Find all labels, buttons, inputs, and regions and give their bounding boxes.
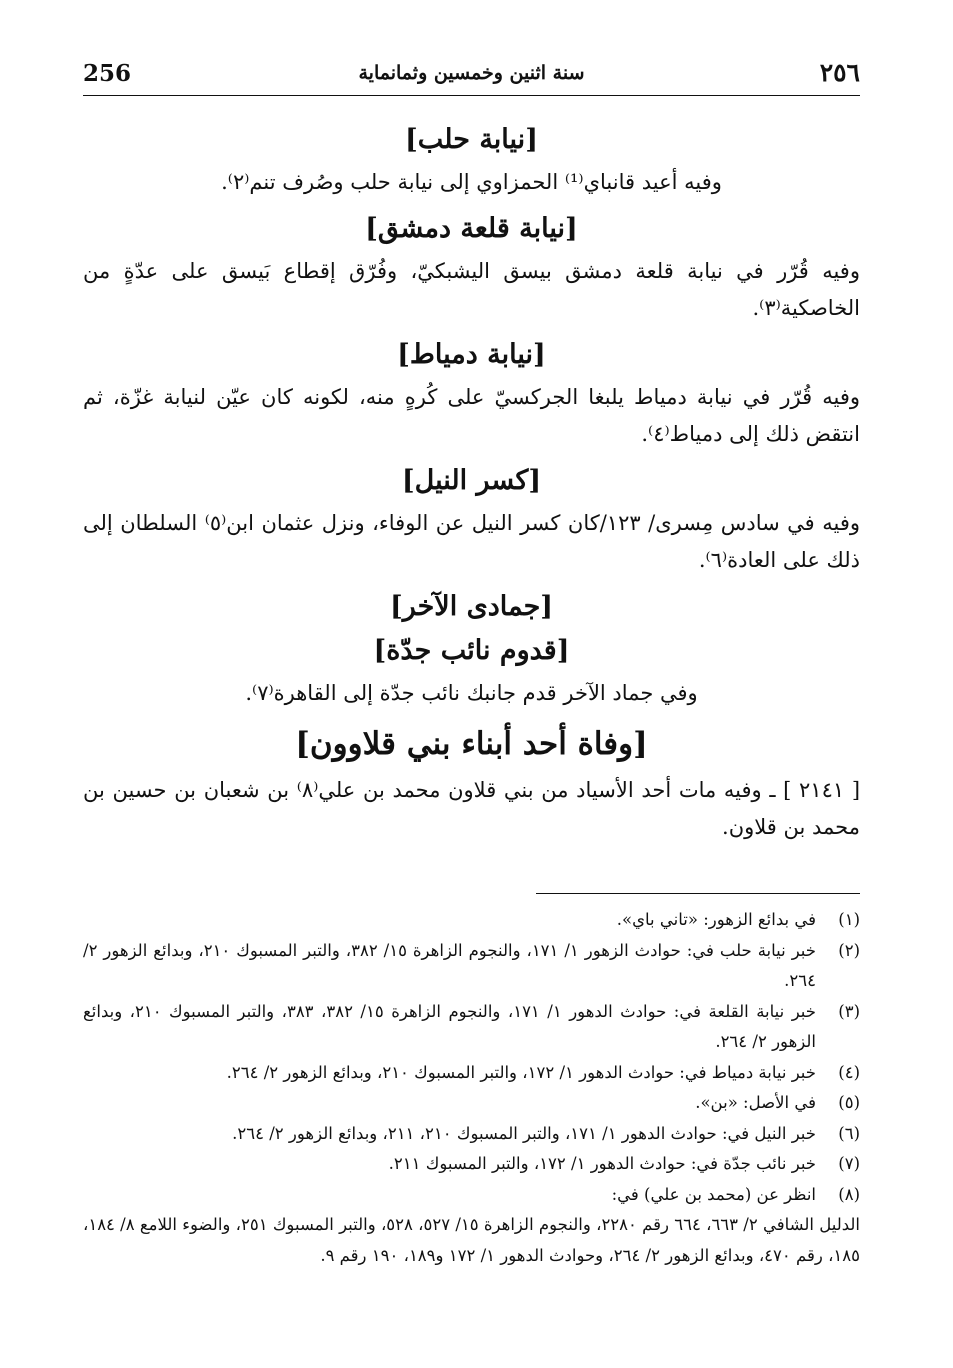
- footnote-text: في الأصل: «بن».: [695, 1093, 816, 1112]
- footnote-text: خبر نيابة حلب في: حوادث الزهور ١/ ١٧١، والنجوم الزاهرة ١٥/ ٣٨٢، والتبر المسبوك ٢١٠، وبدائع الزهور ٢/ ٢٦٤.: [83, 940, 816, 990]
- footnote-rule: [536, 893, 860, 894]
- running-title: سنة اثنين وخمسين وثمانماية: [358, 62, 585, 84]
- section-heading-aleppo: [نيابة حلب]: [405, 124, 538, 155]
- footnote-text: خبر نائب جدّة في: حوادث الدهور ١/ ١٧٢، والتبر المسبوك ٢١١.: [388, 1154, 816, 1173]
- header-rule: [83, 95, 860, 96]
- footnote-item: [83, 1149, 860, 1180]
- page-number-latin: 256: [83, 60, 132, 87]
- page-header: [83, 56, 860, 96]
- footnote-text: انظر عن (محمد بن علي) في:: [611, 1184, 816, 1204]
- footnote-text: في بدائع الزهور: «تاني باي».: [616, 910, 816, 929]
- section-heading-nile: [كسر النيل]: [401, 465, 542, 496]
- section-paragraph-nile: وفيه في سادس مِسرى/ ١٢٣/كان كسر النيل عن الوفاء، ونزل عثمان ابن⁽٥⁾ السلطان إلى ذلك على العادة⁽٦⁾.: [83, 511, 860, 572]
- footnote-item: [83, 1180, 860, 1211]
- page-number-arabic: ٢٥٦: [819, 58, 860, 87]
- footnote-text: خبر نيابة القلعة في: حوادث الدهور ١/ ١٧١، والنجوم الزاهرة ١٥/ ٣٨٢، ٣٨٣، والتبر المسبوك ٢١٠، وبدائع الزهور ٢/ ٢٦٤.: [83, 1001, 816, 1051]
- footnote-number: (١): [838, 910, 860, 929]
- section-paragraph-damascus-citadel: وفيه قُرّر في نيابة قلعة دمشق بيسق اليشبكيّ، وفُرّق إقطاع بَيسق على عدّةٍ من الخاصكية⁽٣⁾.: [83, 259, 860, 320]
- section-paragraph-damietta: وفيه قُرّر في نيابة دمياط يلبغا الجركسيّ على كُرهٍ منه، لكونه كان عيّن لنيابة غزّة، ثم انتقض ذلك إلى دمياط⁽٤⁾.: [83, 385, 861, 446]
- footnote-item: [83, 936, 860, 997]
- section-paragraph-jeddah: وفي جماد الآخر قدم جانبك نائب جدّة إلى القاهرة⁽٧⁾.: [245, 681, 698, 705]
- footnote-item: [83, 905, 860, 936]
- footnote-continuation: الدليل الشافي ٢/ ٦٦٣، ٦٦٤ رقم ٢٢٨٠، والنجوم الزاهرة ١٥/ ٥٢٧، ٥٢٨، والتبر المسبوك ٢٥١، والضوء اللامع ٨/ ١٨٤، ١٨٥، رقم ٤٧٠، وبدائع الزهور ٢/ ٢٦٤، وحوادث الدهور ١/ ١٧٢ و١٨٩، ١٩٠ رقم ٩.: [83, 1215, 861, 1265]
- section-heading-jeddah: [قدوم نائب جدّة]: [373, 635, 570, 666]
- section-paragraph-aleppo: وفيه أعيد قانباي⁽¹⁾ الحمزاوي إلى نيابة حلب وصُرف تنم⁽٢⁾.: [221, 170, 722, 194]
- main-text: [83, 118, 860, 852]
- footnote-item: [83, 1088, 860, 1119]
- footnote-number: (٨): [838, 1184, 860, 1204]
- footnote-number: (٢): [838, 940, 860, 960]
- section-heading-damascus-citadel: [نيابة قلعة دمشق]: [365, 213, 578, 244]
- section-heading-jumada: [جمادى الآخر]: [389, 591, 554, 622]
- footnote-number: (٦): [838, 1123, 860, 1143]
- section-heading-qalawun: [وفاة أحد أبناء بني قلاوون]: [295, 726, 648, 762]
- footnote-item: [83, 997, 860, 1058]
- footnote-number: (٣): [838, 1001, 860, 1021]
- footnotes: [83, 905, 860, 1271]
- footnote-number: (٧): [838, 1154, 860, 1173]
- footnote-number: (٤): [838, 1062, 860, 1082]
- footnote-item: [83, 1058, 860, 1089]
- footnote-item: [83, 1119, 860, 1150]
- section-paragraph-qalawun: [ ٢١٤١ ] ـ وفيه مات أحد الأسياد من بني قلاون محمد بن علي⁽٨⁾ بن شعبان بن حسين بن محمد بن قلاون.: [83, 778, 861, 839]
- footnote-number: (٥): [838, 1093, 860, 1112]
- footnote-text: خبر النيل في: حوادث الدهور ١/ ١٧١، والتبر المسبوك ٢١٠، ٢١١، وبدائع الزهور ٢/ ٢٦٤.: [232, 1123, 816, 1143]
- footnote-text: خبر نيابة دمياط في: حوادث الدهور ١/ ١٧٢، والتبر المسبوك ٢١٠، وبدائع الزهور ٢/ ٢٦٤.: [226, 1062, 816, 1082]
- section-heading-damietta: [نيابة دمياط]: [397, 339, 546, 370]
